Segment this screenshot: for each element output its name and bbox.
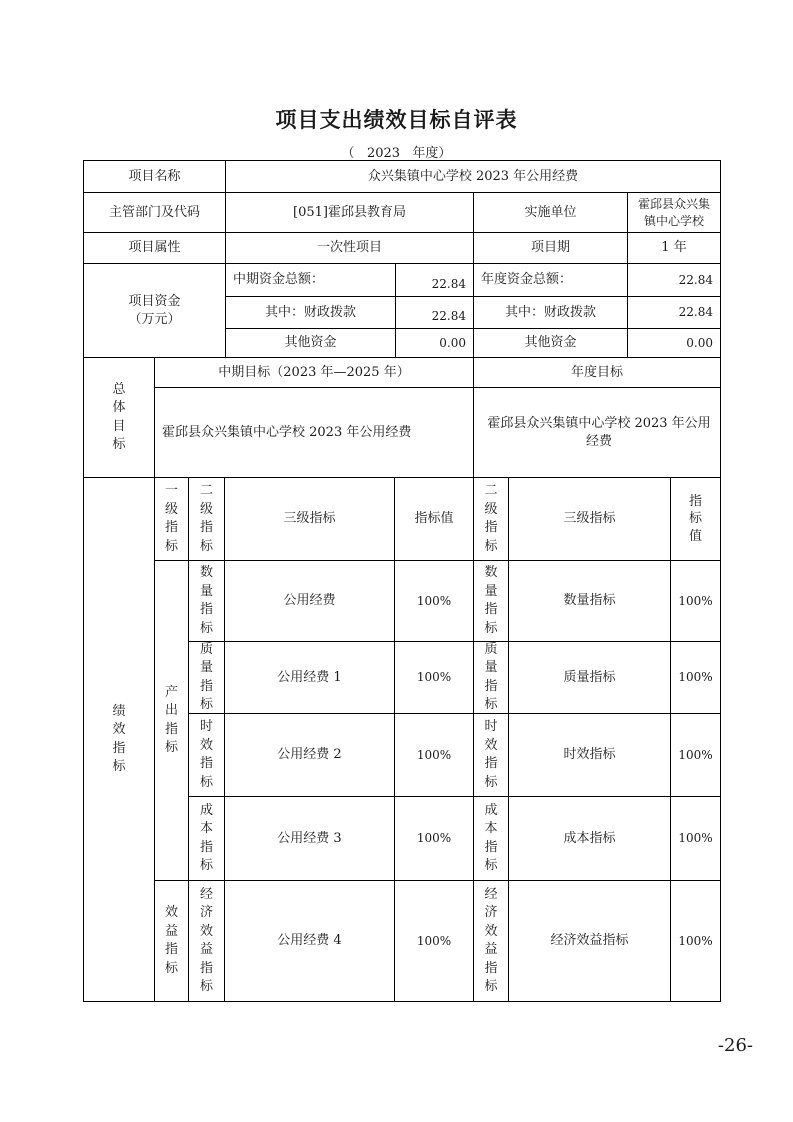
project-name-value: 众兴集镇中心学校 2023 年公用经费 [225, 160, 721, 193]
value-cell: 100% [394, 880, 474, 1002]
value-cell: 100% [394, 713, 474, 797]
level2-header: 二级指标 [188, 477, 225, 561]
funds-label: 项目资金（万元） [83, 263, 226, 358]
mid-total-label: 中期资金总额： [225, 263, 396, 297]
l3-right-cell: 质量指标 [508, 641, 671, 714]
project-name-label: 项目名称 [83, 160, 226, 193]
l2-cost: 成本指标 [188, 796, 225, 881]
value-right-cell: 100% [670, 796, 721, 881]
l3-right-cell: 数量指标 [508, 560, 671, 642]
year-total-value: 22.84 [627, 263, 721, 297]
page-number: -26- [717, 1035, 753, 1056]
benefit-indicator-label: 效益指标 [154, 880, 189, 1002]
year-goal-header: 年度目标 [473, 357, 721, 388]
l3-cell: 公用经费 1 [224, 641, 395, 714]
mid-other-label: 其他资金 [225, 328, 396, 358]
page-title: 项目支出绩效目标自评表 [275, 108, 518, 132]
impl-value: 霍邱县众兴集镇中心学校 [627, 192, 721, 233]
l2-quality: 质量指标 [188, 641, 225, 714]
output-indicator-label: 产出指标 [154, 560, 189, 881]
level3-header-right: 三级指标 [508, 477, 671, 561]
mid-other-value: 0.00 [395, 328, 474, 358]
value-right-cell: 100% [670, 641, 721, 714]
l2-right-timeliness: 时效指标 [473, 713, 509, 797]
dept-value: [051]霍邱县教育局 [225, 192, 474, 233]
value-cell: 100% [394, 796, 474, 881]
l3-cell: 公用经费 4 [224, 880, 395, 1002]
year-goal-text: 霍邱县众兴集镇中心学校 2023 年公用经费 [473, 387, 721, 478]
l2-right-cost: 成本指标 [473, 796, 509, 881]
level2-header-right: 二级指标 [473, 477, 509, 561]
attr-label: 项目属性 [83, 232, 226, 264]
value-cell: 100% [394, 560, 474, 642]
l2-right-quality: 质量指标 [473, 641, 509, 714]
mid-goal-header: 中期目标（2023 年—2025 年） [154, 357, 474, 388]
value-header-right: 指标值 [670, 477, 721, 561]
year-fiscal-value: 22.84 [627, 296, 721, 329]
impl-label: 实施单位 [473, 192, 628, 233]
level1-header: 一级指标 [154, 477, 189, 561]
l2-right-economic-benefit: 经济效益指标 [473, 880, 509, 1002]
l3-right-cell: 经济效益指标 [508, 880, 671, 1002]
value-right-cell: 100% [670, 713, 721, 797]
l2-economic-benefit: 经济效益指标 [188, 880, 225, 1002]
l3-right-cell: 时效指标 [508, 713, 671, 797]
value-right-cell: 100% [670, 560, 721, 642]
l3-cell: 公用经费 [224, 560, 395, 642]
l3-right-cell: 成本指标 [508, 796, 671, 881]
l3-cell: 公用经费 2 [224, 713, 395, 797]
l2-quantity: 数量指标 [188, 560, 225, 642]
l2-right-quantity: 数量指标 [473, 560, 509, 642]
mid-goal-text: 霍邱县众兴集镇中心学校 2023 年公用经费 [154, 387, 474, 478]
l3-cell: 公用经费 3 [224, 796, 395, 881]
value-cell: 100% [394, 641, 474, 714]
mid-fiscal-value: 22.84 [395, 296, 474, 329]
l2-timeliness: 时效指标 [188, 713, 225, 797]
year-line: （ 2023 年度） [341, 146, 452, 161]
year-total-label: 年度资金总额： [473, 263, 628, 297]
period-value: 1 年 [627, 232, 721, 264]
year-fiscal-label: 其中：财政拨款 [473, 296, 628, 329]
level3-header: 三级指标 [224, 477, 395, 561]
value-header: 指标值 [394, 477, 474, 561]
value-right-cell: 100% [670, 880, 721, 1002]
mid-fiscal-label: 其中：财政拨款 [225, 296, 396, 329]
mid-total-value: 22.84 [395, 263, 474, 297]
period-label: 项目期 [473, 232, 628, 264]
goal-label: 总体目标 [83, 357, 155, 478]
year-other-value: 0.00 [627, 328, 721, 358]
year-other-label: 其他资金 [473, 328, 628, 358]
attr-value: 一次性项目 [225, 232, 474, 264]
perf-label: 绩效指标 [83, 477, 155, 1002]
dept-label: 主管部门及代码 [83, 192, 226, 233]
